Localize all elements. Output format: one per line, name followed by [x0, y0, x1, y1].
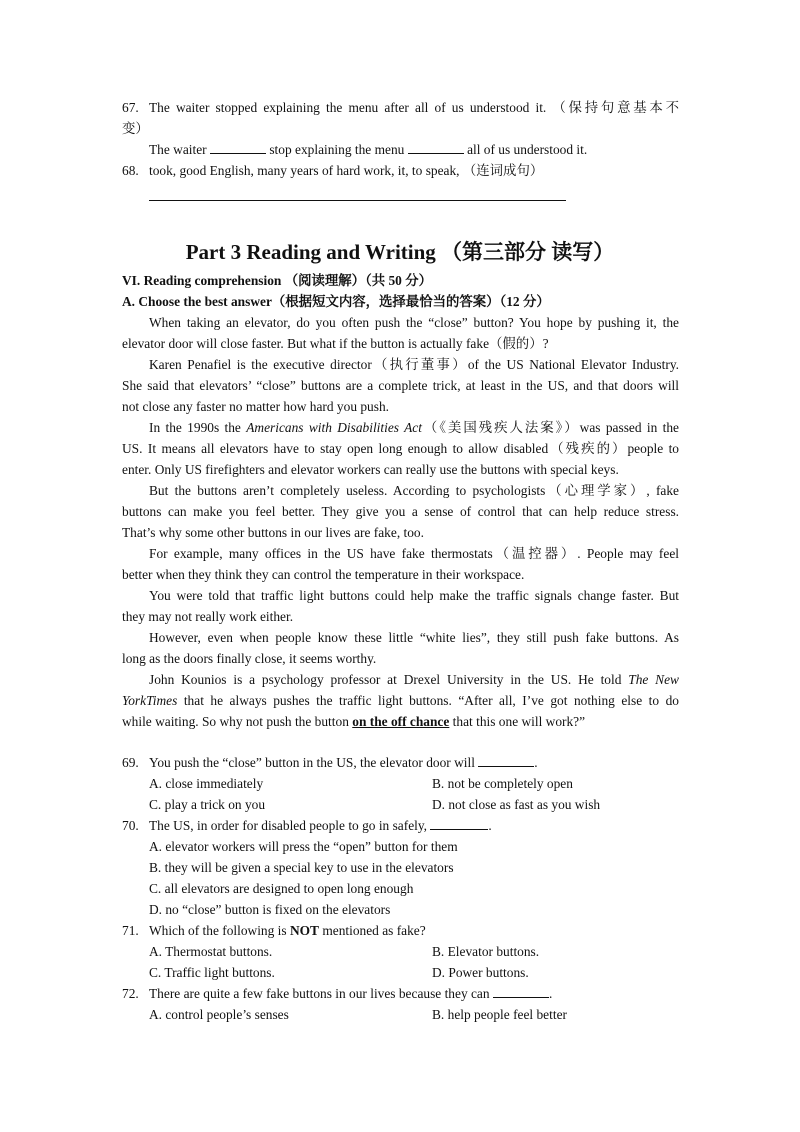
q72-option-b[interactable]: B. help people feel better: [432, 1007, 567, 1022]
passage-text: that he always pushes the traffic light buttons. “After all, I’ve got nothing else to do: [177, 693, 679, 708]
passage-line: You were told that traffic light buttons could help make the traffic signals change faster. But: [149, 588, 679, 603]
q69-option-d[interactable]: D. not close as fast as you wish: [432, 797, 601, 812]
passage-line: Karen Penafiel is the executive director（执行董事）of the US National Elevator Industry.: [149, 357, 679, 372]
passage-text: （《美国残疾人法案》）was passed in the: [421, 420, 679, 435]
passage-line: She said that elevators’ “close” buttons are a complete trick, at least in the US, and that doors will: [122, 378, 679, 393]
q70-number: 70.: [122, 818, 139, 833]
q69-option-a[interactable]: A. close immediately: [149, 776, 264, 791]
q69-number: 69.: [122, 755, 139, 770]
q71-option-a[interactable]: A. Thermostat buttons.: [149, 944, 273, 959]
q67-answer-mid: stop explaining the menu: [269, 142, 405, 157]
q72-blank[interactable]: [493, 985, 549, 998]
q70-option-c[interactable]: C. all elevators are designed to open long enough: [149, 881, 414, 896]
q71-option-b[interactable]: B. Elevator buttons.: [432, 944, 540, 959]
passage-line: [122, 713, 585, 731]
passage-line: not close any faster no matter how hard you push.: [122, 399, 390, 414]
q69-stem: You push the “close” button in the US, the elevator door will .: [149, 755, 538, 770]
q68-answer-line[interactable]: [149, 200, 566, 201]
passage-line: That’s why some other buttons in our lives are fake, too.: [122, 525, 424, 540]
passage-line: [149, 419, 679, 437]
q71-stem: [149, 922, 426, 940]
q71-stem-text: Which of the following is: [149, 923, 290, 938]
passage-line: For example, many offices in the US have fake thermostats（温控器）. People may feel: [149, 546, 679, 561]
passage-line: long as the doors finally close, it seems worthy.: [122, 651, 377, 666]
q69-option-c[interactable]: C. play a trick on you: [149, 797, 266, 812]
q70-option-a[interactable]: A. elevator workers will press the “open” button for them: [149, 839, 458, 854]
q71-option-c[interactable]: C. Traffic light buttons.: [149, 965, 275, 980]
q67-prompt-line2: 变）: [122, 121, 149, 136]
q72-stem: There are quite a few fake buttons in our lives because they can .: [149, 986, 553, 1001]
key-phrase: on the off chance: [352, 714, 450, 729]
passage-text: John Kounios is a psychology professor at Drexel University in the US. He told: [149, 672, 629, 687]
passage-line: they may not really work either.: [122, 609, 294, 624]
q70-option-d[interactable]: D. no “close” button is fixed on the elevators: [149, 902, 391, 917]
q71-option-d[interactable]: D. Power buttons.: [432, 965, 529, 980]
q71-stem-text: mentioned as fake?: [318, 923, 426, 938]
q70-stem-text: The US, in order for disabled people to go in safely,: [149, 818, 428, 833]
q70-blank[interactable]: [430, 817, 488, 830]
passage-line: elevator door will close faster. But what if the button is actually fake（假的）?: [122, 336, 549, 351]
q67-blank-1[interactable]: [210, 141, 266, 154]
q67-prompt-line1: The waiter stopped explaining the menu after all of us understood it. （保持句意基本不: [149, 100, 679, 115]
section-heading: VI. Reading comprehension （阅读理解）（共 50 分）: [122, 273, 432, 288]
q69-blank[interactable]: [478, 754, 534, 767]
q68-prompt: took, good English, many years of hard work, it, to speak, （连词成句）: [149, 163, 544, 178]
passage-text: that this one will work?”: [449, 714, 586, 729]
act-title: Americans with Disabilities Act: [246, 420, 422, 435]
q67-answer-line: [149, 141, 587, 159]
q71-number: 71.: [122, 923, 139, 938]
passage-line: When taking an elevator, do you often push the “close” button? You hope by pushing it, the: [149, 315, 679, 330]
part-title: Part 3 Reading and Writing （第三部分 读写）: [185, 240, 615, 264]
q72-stem-text: There are quite a few fake buttons in our lives because they can: [149, 986, 490, 1001]
q68-number: 68.: [122, 163, 139, 178]
q70-option-b[interactable]: B. they will be given a special key to use in the elevators: [149, 860, 454, 875]
q67-answer-post: all of us understood it.: [467, 142, 588, 157]
passage-line: However, even when people know these little “white lies”, they still push fake buttons. As: [149, 630, 679, 645]
q67-number: 67.: [122, 100, 139, 115]
newspaper-title: YorkTimes: [122, 693, 178, 708]
passage-line: US. It means all elevators have to stay open long enough to allow disabled（残疾的）people to: [122, 441, 679, 456]
q72-number: 72.: [122, 986, 139, 1001]
q67-blank-2[interactable]: [408, 141, 464, 154]
passage-line: better when they think they can control the temperature in their workspace.: [122, 567, 525, 582]
passage-line: enter. Only US firefighters and elevator workers can really use the buttons with special keys.: [122, 462, 619, 477]
q72-option-a[interactable]: A. control people’s senses: [149, 1007, 289, 1022]
subsection-heading: A. Choose the best answer（根据短文内容，选择最恰当的答案）（12 分）: [122, 294, 550, 309]
newspaper-title: The New: [628, 672, 679, 687]
passage-line: [149, 671, 679, 689]
passage-line: But the buttons aren’t completely useless. According to psychologists（心理学家）, fake: [149, 483, 679, 498]
q67-answer-pre: The waiter: [149, 142, 207, 157]
passage-text: In the 1990s the: [149, 420, 247, 435]
passage-text: while waiting. So why not push the button: [122, 714, 353, 729]
q70-stem: The US, in order for disabled people to go in safely, .: [149, 818, 492, 833]
q69-stem-text: You push the “close” button in the US, the elevator door will: [149, 755, 475, 770]
passage-line: buttons can make you feel better. They give you a sense of control that can help reduce stress.: [122, 504, 679, 519]
q69-option-b[interactable]: B. not be completely open: [432, 776, 573, 791]
q71-emphasis: NOT: [289, 923, 319, 938]
passage-line: [122, 692, 679, 710]
